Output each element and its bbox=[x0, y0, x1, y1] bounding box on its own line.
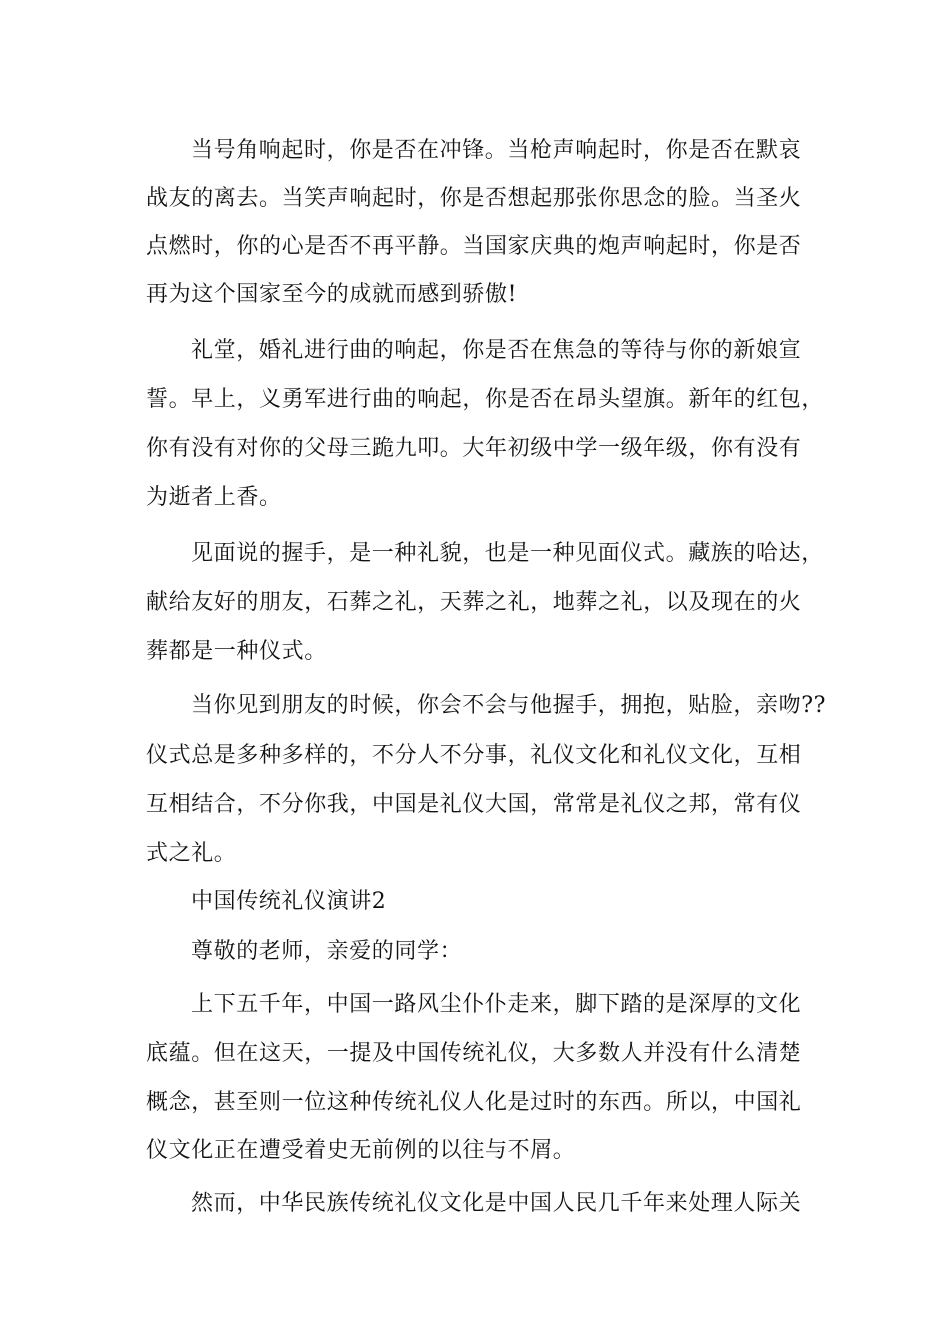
text-line: 互相结合，不分你我，中国是礼仪大国，常常是礼仪之邦，常有仪 bbox=[146, 792, 802, 817]
text-line: 然而，中华民族传统礼仪文化是中国人民几千年来处理人际关 bbox=[191, 1191, 802, 1216]
text-line: 概念，甚至则一位这种传统礼仪人化是过时的东西。所以，中国礼 bbox=[146, 1090, 802, 1115]
text-line: 仪文化正在遭受着史无前例的以往与不屑。 bbox=[146, 1138, 576, 1163]
text-line: 点燃时，你的心是否不再平静。当国家庆典的炮声响起时，你是否 bbox=[146, 234, 802, 259]
salutation: 尊敬的老师，亲爱的同学： bbox=[191, 939, 463, 964]
text-line: 仪式总是多种多样的，不分人不分事，礼仪文化和礼仪文化，互相 bbox=[146, 743, 802, 768]
text-line: 上下五千年，中国一路风尘仆仆走来，脚下踏的是深厚的文化 bbox=[191, 992, 802, 1017]
text-line: 当号角响起时，你是否在冲锋。当枪声响起时，你是否在默哀 bbox=[191, 138, 802, 163]
text-line: 式之礼。 bbox=[146, 841, 237, 866]
text-line: 誓。早上，义勇军进行曲的响起，你是否在昂头望旗。新年的红包， bbox=[146, 387, 825, 412]
text-line: 当你见到朋友的时候，你会不会与他握手，拥抱，贴脸，亲吻?? bbox=[191, 693, 826, 718]
text-line: 见面说的握手，是一种礼貌，也是一种见面仪式。藏族的哈达， bbox=[191, 541, 824, 566]
text-line: 献给友好的朋友，石葬之礼，天葬之礼，地葬之礼，以及现在的火 bbox=[146, 590, 802, 615]
text-line: 底蕴。但在这天，一提及中国传统礼仪，大多数人并没有什么清楚 bbox=[146, 1041, 802, 1066]
text-line: 礼堂，婚礼进行曲的响起，你是否在焦急的等待与你的新娘宣 bbox=[191, 338, 802, 363]
text-line: 葬都是一种仪式。 bbox=[146, 639, 327, 664]
text-line: 战友的离去。当笑声响起时，你是否想起那张你思念的脸。当圣火 bbox=[146, 186, 802, 211]
text-line: 你有没有对你的父母三跪九叩。大年初级中学一级年级，你有没有 bbox=[146, 436, 802, 461]
text-line: 为逝者上香。 bbox=[146, 485, 282, 510]
section-heading: 中国传统礼仪演讲2 bbox=[191, 889, 387, 914]
text-line: 再为这个国家至今的成就而感到骄傲! bbox=[146, 282, 518, 307]
